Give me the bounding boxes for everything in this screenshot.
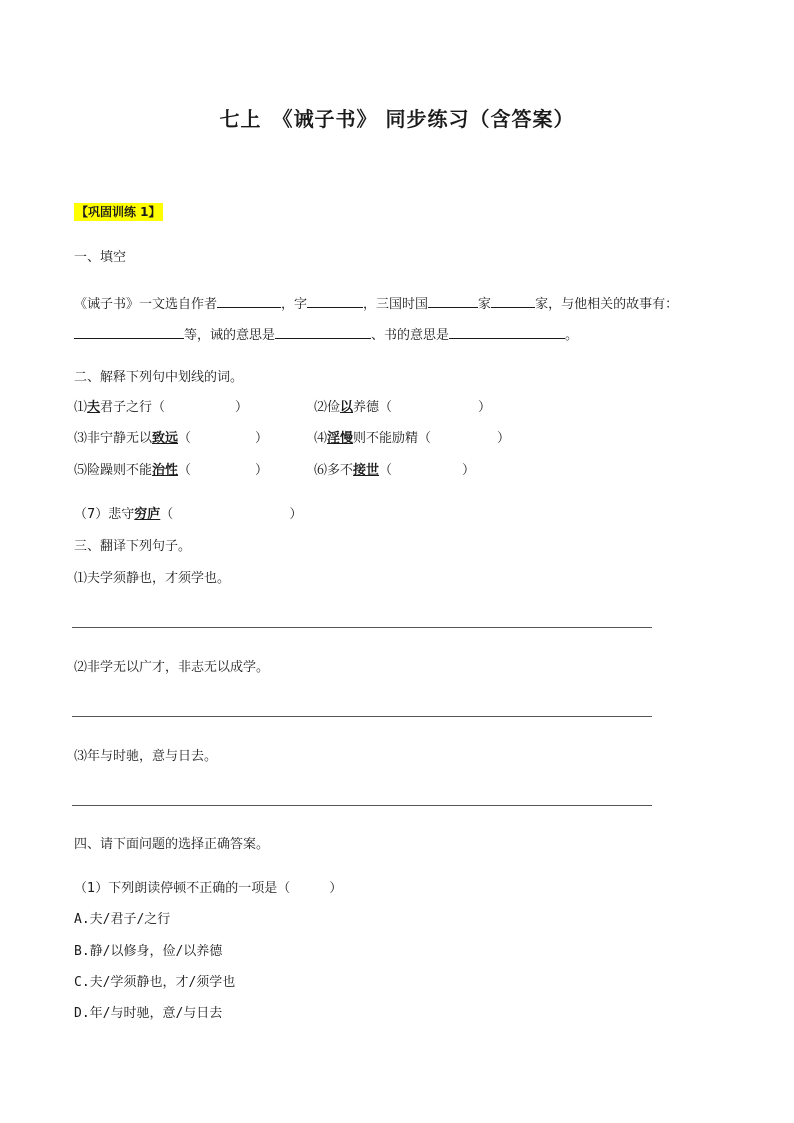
fill-line-1: 《诫子书》一文选自作者 ，字 ，三国时国 家 家，与他相关的故事有： <box>74 293 678 314</box>
section-tag: 【巩固训练 1】 <box>76 205 161 219</box>
explain-item: ⑹多不接世（ ） <box>314 463 476 478</box>
answer-line[interactable] <box>72 805 652 806</box>
blank[interactable] <box>428 293 478 308</box>
blank[interactable] <box>307 293 363 308</box>
part2-heading: 二、解释下列句中划线的词。 <box>74 370 244 385</box>
explain-item: ⑶非宁静无以致远（ ） <box>74 431 269 446</box>
mc-option-d[interactable]: D.年/与时驰，意/与日去 <box>74 1006 223 1021</box>
answer-line[interactable] <box>72 627 652 628</box>
explain-item: ⑷淫慢则不能励精（ ） <box>314 431 511 446</box>
blank[interactable] <box>217 293 281 308</box>
blank[interactable] <box>449 324 565 339</box>
explain-item: （7）悲守穷庐（ ） <box>74 507 303 522</box>
explain-item: ⑴夫君子之行（ ） <box>74 400 249 415</box>
mc-option-a[interactable]: A.夫/君子/之行 <box>74 912 171 927</box>
blank[interactable] <box>275 324 371 339</box>
translate-sentence: ⑵非学无以广才，非志无以成学。 <box>74 660 270 675</box>
explain-item: ⑸险躁则不能治性（ ） <box>74 463 269 478</box>
blank[interactable] <box>491 293 535 308</box>
part3-heading: 三、翻译下列句子。 <box>74 539 192 554</box>
translate-sentence: ⑶年与时驰，意与日去。 <box>74 749 218 764</box>
translate-sentence: ⑴夫学须静也，才须学也。 <box>74 571 231 586</box>
mc-option-b[interactable]: B.静/以修身，俭/以养德 <box>74 944 223 959</box>
mc-question: （1）下列朗读停顿不正确的一项是（ ） <box>74 881 343 896</box>
answer-line[interactable] <box>72 716 652 717</box>
part4-heading: 四、请下面问题的选择正确答案。 <box>74 837 270 852</box>
blank[interactable] <box>74 324 184 339</box>
part1-heading: 一、填空 <box>74 250 127 265</box>
page-title: 七上 《诫子书》 同步练习（含答案） <box>219 107 575 131</box>
fill-line-2: 等，诫的意思是 、书的意思是 。 <box>74 324 578 345</box>
explain-item: ⑵俭以养德（ ） <box>314 400 492 415</box>
mc-option-c[interactable]: C.夫/学须静也，才/须学也 <box>74 975 236 990</box>
